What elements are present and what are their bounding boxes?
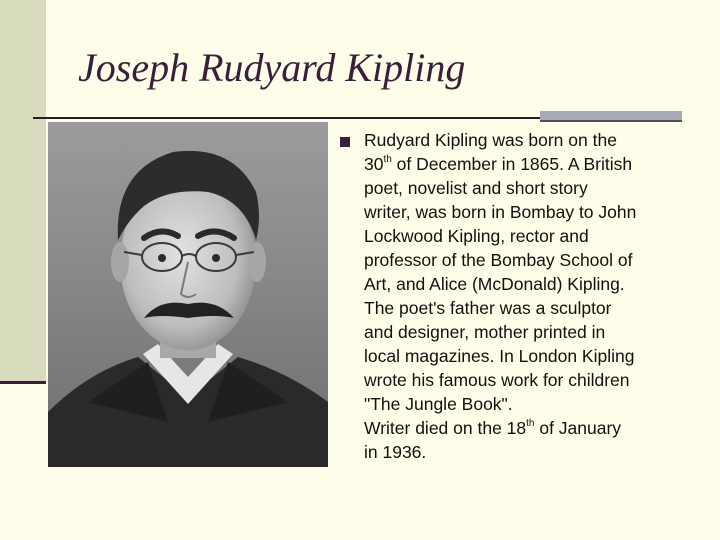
slide-title: Joseph Rudyard Kipling [78, 45, 466, 90]
text-line: and designer, mother printed in [364, 322, 606, 342]
text-line: local magazines. In London Kipling [364, 346, 635, 366]
ordinal-suffix: th [383, 154, 392, 166]
text-line: The poet's father was a sculptor [364, 298, 612, 318]
text-line: poet, novelist and short story [364, 178, 588, 198]
ordinal-suffix: th [526, 418, 535, 430]
title-accent-bar [540, 111, 682, 120]
left-decor-line [0, 381, 46, 384]
title-underline [33, 117, 540, 119]
text-line: Lockwood Kipling, rector and [364, 226, 589, 246]
biography-text [364, 128, 690, 464]
text-line: Writer died on the [364, 418, 507, 438]
text-line: of January [534, 418, 622, 438]
text-line: wrote his famous work for children [364, 370, 630, 390]
death-day: 18 [506, 418, 527, 438]
bullet-content [340, 128, 690, 464]
text-line: "The Jungle Book". [364, 394, 513, 414]
text-line: Rudyard Kipling was born on the [364, 130, 617, 150]
title-accent-line [540, 120, 682, 122]
text-line: professor of the Bombay School of [364, 250, 633, 270]
text-line: writer, was born in Bombay to John [364, 202, 637, 222]
birth-day: 30 [364, 154, 384, 174]
bullet-square-icon [340, 137, 350, 147]
text-line: in 1936. [364, 442, 427, 462]
text-line: Art, and Alice (McDonald) Kipling. [364, 274, 625, 294]
left-decor-band [0, 0, 46, 381]
portrait-photo [48, 122, 328, 467]
text-line: of December in 1865. A British [391, 154, 633, 174]
